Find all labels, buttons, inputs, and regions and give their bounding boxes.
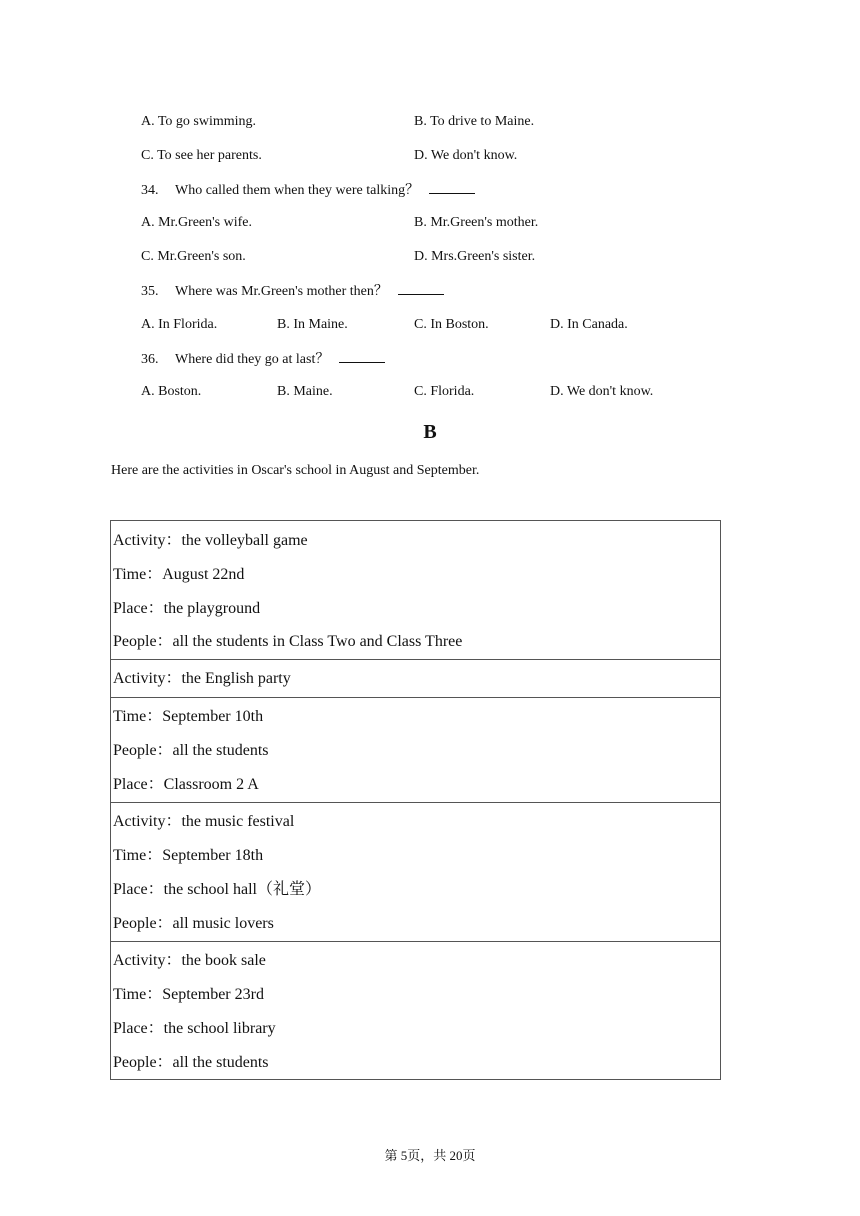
- q36-option-d: D. We don't know.: [550, 384, 654, 399]
- table-line: People：all the students: [113, 742, 269, 759]
- q36-number: 36.: [141, 352, 159, 367]
- q34-answer-blank: [429, 181, 475, 194]
- q35-option-b: B. In Maine.: [277, 317, 348, 332]
- table-line: Place：the school library: [113, 1020, 276, 1037]
- table-cell: [111, 803, 720, 942]
- table-line: Activity：the English party: [113, 670, 291, 687]
- table-line: Activity：the book sale: [113, 952, 266, 969]
- table-line: Time：September 18th: [113, 847, 264, 864]
- page-number: 第 5页，共 20页: [384, 1148, 476, 1163]
- activities-table: [110, 520, 721, 1080]
- q33-option-d: D. We don't know.: [414, 148, 518, 163]
- q36-stem: [141, 350, 385, 369]
- q34-option-a: A. Mr.Green's wife.: [141, 215, 252, 230]
- table-line: Place：Classroom 2 A: [113, 776, 259, 793]
- q35-answer-blank: [398, 282, 444, 295]
- q35-number: 35.: [141, 284, 159, 299]
- q33-option-c: C. To see her parents.: [141, 148, 262, 163]
- table-line: Place：the school hall（礼堂）: [113, 881, 321, 898]
- table-line: People：all the students in Class Two and Class Three: [113, 633, 463, 650]
- q36-option-b: B. Maine.: [277, 384, 333, 399]
- q36-answer-blank: [339, 350, 385, 363]
- q36-text: Where did they go at last？: [175, 352, 330, 367]
- q33-option-b: B. To drive to Maine.: [414, 114, 535, 129]
- table-cell: [111, 942, 720, 1079]
- q34-option-d: D. Mrs.Green's sister.: [414, 249, 536, 264]
- q35-text: Where was Mr.Green's mother then？: [175, 284, 388, 299]
- q35-option-c: C. In Boston.: [414, 317, 489, 332]
- q34-option-c: C. Mr.Green's son.: [141, 249, 246, 264]
- table-cell: [111, 521, 720, 660]
- table-line: Time：September 10th: [113, 708, 264, 725]
- q34-text: Who called them when they were talking？: [175, 183, 420, 198]
- table-line: People：all music lovers: [113, 915, 274, 932]
- q33-option-a: A. To go swimming.: [141, 114, 257, 129]
- section-title: B: [423, 421, 437, 443]
- table-line: Time：September 23rd: [113, 986, 264, 1003]
- q35-option-a: A. In Florida.: [141, 317, 218, 332]
- table-line: Place：the playground: [113, 600, 261, 617]
- q34-option-b: B. Mr.Green's mother.: [414, 215, 539, 230]
- q36-option-a: A. Boston.: [141, 384, 202, 399]
- q36-option-c: C. Florida.: [414, 384, 475, 399]
- q35-stem: [141, 282, 444, 301]
- table-line: People：all the students: [113, 1054, 269, 1071]
- q34-stem: [141, 181, 475, 200]
- q35-option-d: D. In Canada.: [550, 317, 628, 332]
- q34-number: 34.: [141, 183, 159, 198]
- table-cell: [111, 698, 720, 803]
- table-cell: [111, 660, 720, 698]
- section-intro: Here are the activities in Oscar's school in August and September.: [111, 463, 480, 478]
- table-line: Activity：the volleyball game: [113, 532, 308, 549]
- table-line: Activity：the music festival: [113, 813, 295, 830]
- table-line: Time：August 22nd: [113, 566, 245, 583]
